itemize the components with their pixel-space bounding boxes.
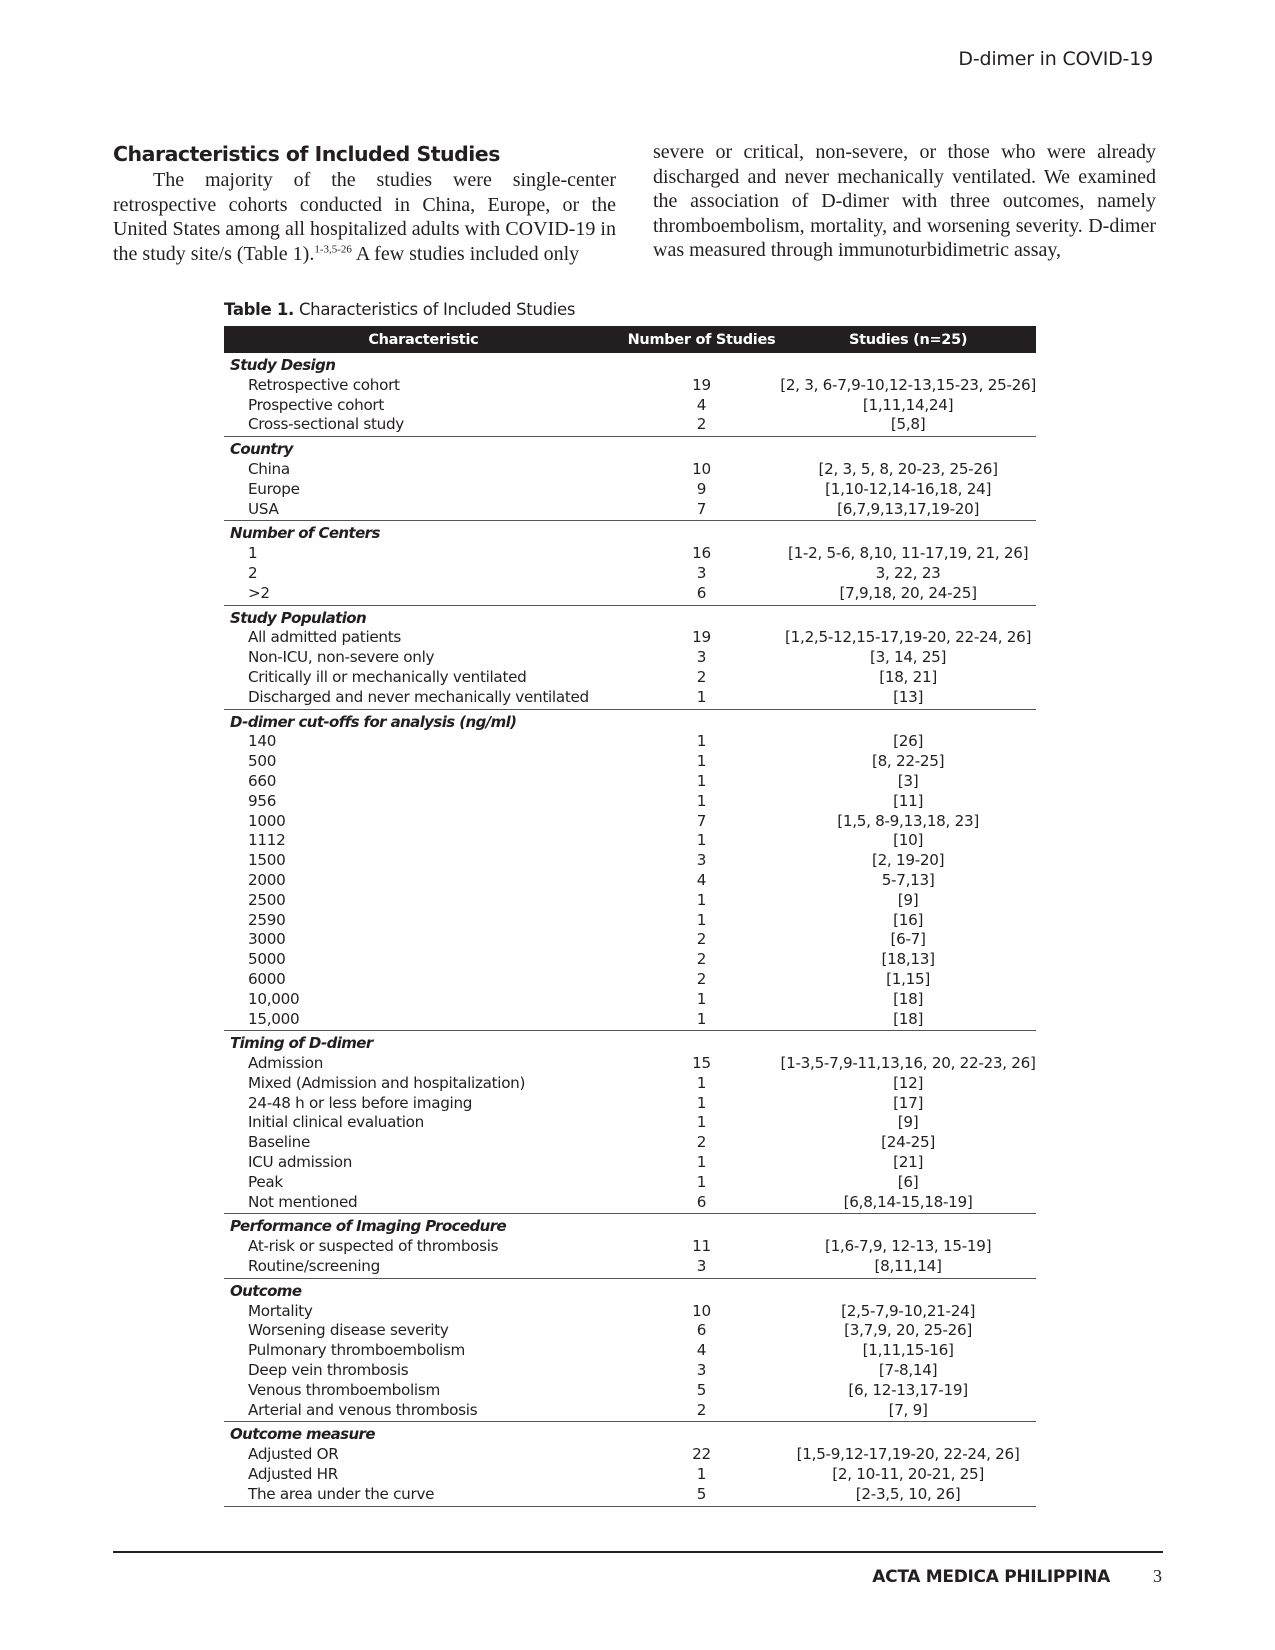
table-row xyxy=(224,1153,1036,1173)
table-row xyxy=(224,500,1036,521)
row-count: 3 xyxy=(696,648,707,667)
row-label: Mortality xyxy=(248,1301,313,1320)
table-row xyxy=(224,1094,1036,1114)
row-label: 1 xyxy=(248,544,258,563)
row-count: 6 xyxy=(623,1193,780,1214)
row-label: USA xyxy=(224,500,623,521)
row-label: 6000 xyxy=(248,969,286,988)
row-label: Worsening disease severity xyxy=(248,1321,449,1340)
row-count: 1 xyxy=(696,1172,707,1191)
row-label: 500 xyxy=(248,752,277,771)
row-count: 1 xyxy=(696,1113,707,1132)
row-studies: 5-7,13] xyxy=(881,870,935,889)
row-studies: [6-7] xyxy=(890,930,926,949)
row-studies: [18] xyxy=(780,1010,1036,1031)
header-number-of-studies: Number of Studies xyxy=(623,326,780,353)
table-row xyxy=(224,480,1036,500)
row-count: 1 xyxy=(696,890,707,909)
row-studies: [6] xyxy=(897,1172,919,1191)
row-studies: [10] xyxy=(893,831,924,850)
row-count: 9 xyxy=(696,479,707,498)
row-label: ICU admission xyxy=(248,1153,353,1172)
row-studies: [1,11,15-16] xyxy=(862,1341,954,1360)
row-studies: [1,5, 8-9,13,18, 23] xyxy=(837,811,979,830)
row-studies: [7,9,18, 20, 24-25] xyxy=(780,584,1036,605)
row-count: 5 xyxy=(696,1380,707,1399)
row-count: 2 xyxy=(696,950,707,969)
row-count: 2 xyxy=(696,930,707,949)
characteristics-table xyxy=(224,326,1036,1507)
table-row xyxy=(224,891,1036,911)
table-row xyxy=(224,950,1036,970)
row-label: >2 xyxy=(224,584,623,605)
row-label: 5000 xyxy=(248,950,286,969)
row-count: 15 xyxy=(692,1054,711,1073)
table-caption xyxy=(224,300,1036,319)
row-studies: [21] xyxy=(893,1153,924,1172)
table-row xyxy=(224,970,1036,990)
row-count: 3 xyxy=(696,851,707,870)
group-header-row xyxy=(224,1422,1036,1445)
table-row xyxy=(224,1237,1036,1257)
row-label: Discharged and never mechanically ventilated xyxy=(224,688,623,709)
row-label: Peak xyxy=(248,1172,283,1191)
table-row xyxy=(224,1465,1036,1485)
group-header-row xyxy=(224,709,1036,732)
row-studies: [3] xyxy=(897,771,919,790)
table-row xyxy=(224,584,1036,605)
group-title: D-dimer cut-offs for analysis (ng/ml) xyxy=(230,712,517,731)
row-label: 2500 xyxy=(248,890,286,909)
row-count: 1 xyxy=(696,1153,707,1172)
row-label: 3000 xyxy=(248,930,286,949)
row-count: 2 xyxy=(696,667,707,686)
row-count: 7 xyxy=(623,500,780,521)
row-count: 1 xyxy=(696,752,707,771)
row-studies: [2, 10-11, 20-21, 25] xyxy=(832,1465,984,1484)
group-header-row xyxy=(224,605,1036,628)
row-studies: [5,8] xyxy=(780,415,1036,436)
row-label: Adjusted OR xyxy=(248,1445,339,1464)
row-count: 3 xyxy=(696,1361,707,1380)
group-title: Timing of D-dimer xyxy=(230,1034,373,1053)
table-row xyxy=(224,628,1036,648)
row-count: 2 xyxy=(623,1401,780,1422)
row-studies: [1-3,5-7,9-11,13,16, 20, 22-23, 26] xyxy=(780,1054,1036,1073)
row-studies: [7, 9] xyxy=(780,1401,1036,1422)
group-title: Outcome measure xyxy=(230,1425,375,1444)
group-header-row xyxy=(224,437,1036,460)
table-row xyxy=(224,415,1036,436)
row-studies: [9] xyxy=(897,890,919,909)
row-count: 5 xyxy=(623,1485,780,1506)
section-title: Characteristics of Included Studies xyxy=(113,142,500,166)
row-count: 19 xyxy=(692,375,711,394)
row-studies: [8, 22-25] xyxy=(871,752,945,771)
table-row xyxy=(224,871,1036,891)
group-header-row xyxy=(224,353,1036,376)
row-count: 6 xyxy=(623,584,780,605)
row-label: 2 xyxy=(248,563,258,582)
group-title: Study Population xyxy=(230,608,367,627)
row-label: 10,000 xyxy=(248,989,300,1008)
row-studies: [18,13] xyxy=(881,950,935,969)
row-label: Venous thromboembolism xyxy=(248,1380,440,1399)
row-label: Retrospective cohort xyxy=(248,375,400,394)
table-row xyxy=(224,1401,1036,1422)
row-studies: [24-25] xyxy=(881,1133,936,1152)
row-studies: [1,5-9,12-17,19-20, 22-24, 26] xyxy=(796,1445,1020,1464)
row-count: 19 xyxy=(692,628,711,647)
table-1 xyxy=(224,300,1036,1507)
row-count: 11 xyxy=(692,1237,711,1256)
row-label: 660 xyxy=(248,771,277,790)
table-row xyxy=(224,668,1036,688)
row-count: 6 xyxy=(696,1321,707,1340)
row-label: 15,000 xyxy=(224,1010,623,1031)
row-label: 24-48 h or less before imaging xyxy=(248,1093,473,1112)
row-label: Mixed (Admission and hospitalization) xyxy=(248,1073,526,1092)
row-count: 4 xyxy=(696,1341,707,1360)
row-label: Baseline xyxy=(248,1133,310,1152)
page-number: 3 xyxy=(1153,1566,1162,1586)
row-label: Adjusted HR xyxy=(248,1465,338,1484)
row-label: Pulmonary thromboembolism xyxy=(248,1341,466,1360)
table-row xyxy=(224,1173,1036,1193)
row-studies: [6,8,14-15,18-19] xyxy=(780,1193,1036,1214)
row-label: Cross-sectional study xyxy=(224,415,623,436)
table-row xyxy=(224,732,1036,752)
group-header-row xyxy=(224,1214,1036,1237)
right-paragraph: severe or critical, non-severe, or those who were already discharged and never mechanically ventilated. We examined the association of D-dimer with three outcomes, namely thromboembolism, mortality, and worsening severity. D-dimer was measured through immunoturbidimetric assay, xyxy=(653,141,1156,261)
row-label: 1000 xyxy=(248,811,286,830)
table-row xyxy=(224,396,1036,416)
row-studies: [12] xyxy=(893,1073,924,1092)
row-count: 16 xyxy=(692,544,711,563)
running-head: D-dimer in COVID-19 xyxy=(958,48,1153,70)
table-row xyxy=(224,851,1036,871)
table-row xyxy=(224,930,1036,950)
journal-name: ACTA MEDICA PHILIPPINA xyxy=(872,1567,1110,1587)
table-row xyxy=(224,544,1036,564)
row-count: 10 xyxy=(692,1301,711,1320)
row-label: 1500 xyxy=(248,851,286,870)
table-row xyxy=(224,812,1036,832)
row-label: Not mentioned xyxy=(224,1193,623,1214)
table-row xyxy=(224,1341,1036,1361)
row-studies: [2, 3, 6-7,9-10,12-13,15-23, 25-26] xyxy=(780,375,1036,394)
left-paragraph-text: The majority of the studies were single-center retrospective cohorts conducted in China, Europe, or the United States among all hospitalized adults with COVID-19 in the study site/s (Table 1). xyxy=(113,169,616,265)
table-row xyxy=(224,792,1036,812)
table-row xyxy=(224,1257,1036,1278)
row-studies: [18, 21] xyxy=(879,667,937,686)
table-row xyxy=(224,990,1036,1010)
row-count: 2 xyxy=(696,969,707,988)
group-title: Performance of Imaging Procedure xyxy=(230,1217,507,1236)
row-label: All admitted patients xyxy=(248,628,401,647)
header-studies: Studies (n=25) xyxy=(780,326,1036,353)
row-studies: [2-3,5, 10, 26] xyxy=(780,1485,1036,1506)
table-row xyxy=(224,752,1036,772)
row-label: 2590 xyxy=(248,910,286,929)
left-paragraph-tail: A few studies included only xyxy=(351,242,580,265)
table-row xyxy=(224,648,1036,668)
row-studies: [2, 3, 5, 8, 20-23, 25-26] xyxy=(818,459,998,478)
citation-superscript: 1-3,5-26 xyxy=(314,242,352,255)
row-count: 1 xyxy=(696,1465,707,1484)
table-row xyxy=(224,1302,1036,1322)
table-row xyxy=(224,1113,1036,1133)
group-header-row xyxy=(224,1031,1036,1054)
row-count: 2 xyxy=(696,1133,707,1152)
table-caption-text: Characteristics of Included Studies xyxy=(294,300,576,319)
table-row xyxy=(224,1381,1036,1401)
table-row xyxy=(224,1074,1036,1094)
row-label: Arterial and venous thrombosis xyxy=(224,1401,623,1422)
row-studies: [2,5-7,9-10,21-24] xyxy=(841,1301,976,1320)
row-studies: [1,10-12,14-16,18, 24] xyxy=(825,479,992,498)
group-title: Outcome xyxy=(230,1281,302,1300)
row-label: Deep vein thrombosis xyxy=(248,1361,409,1380)
row-count: 1 xyxy=(623,1010,780,1031)
row-studies: [13] xyxy=(780,688,1036,709)
row-count: 1 xyxy=(696,791,707,810)
row-count: 4 xyxy=(696,395,707,414)
row-count: 1 xyxy=(623,688,780,709)
table-row xyxy=(224,460,1036,480)
row-count: 1 xyxy=(696,1073,707,1092)
table-row xyxy=(224,1010,1036,1031)
table-row xyxy=(224,831,1036,851)
row-studies: [3,7,9, 20, 25-26] xyxy=(844,1321,973,1340)
row-count: 1 xyxy=(696,732,707,751)
table-row xyxy=(224,688,1036,709)
row-studies: [1-2, 5-6, 8,10, 11-17,19, 21, 26] xyxy=(787,544,1029,563)
row-count: 1 xyxy=(696,910,707,929)
row-label: 1112 xyxy=(248,831,286,850)
row-studies: [18] xyxy=(893,989,924,1008)
group-title: Country xyxy=(230,440,293,459)
table-caption-label: Table 1. xyxy=(224,300,295,319)
table-row xyxy=(224,1133,1036,1153)
row-count: 2 xyxy=(623,415,780,436)
row-studies: [9] xyxy=(897,1113,919,1132)
row-label: Admission xyxy=(248,1054,324,1073)
row-studies: [6, 12-13,17-19] xyxy=(848,1380,968,1399)
row-label: The area under the curve xyxy=(224,1485,623,1506)
table-header-row xyxy=(224,326,1036,353)
row-label: At-risk or suspected of thrombosis xyxy=(248,1237,499,1256)
row-studies: [11] xyxy=(893,791,924,810)
table-row xyxy=(224,1445,1036,1465)
row-label: Initial clinical evaluation xyxy=(248,1113,424,1132)
row-studies: [1,15] xyxy=(886,969,931,988)
group-header-row xyxy=(224,1278,1036,1301)
row-studies: [26] xyxy=(893,732,924,751)
row-label: Routine/screening xyxy=(224,1257,623,1278)
table-row xyxy=(224,1321,1036,1341)
table-row xyxy=(224,376,1036,396)
row-count: 10 xyxy=(692,459,711,478)
row-label: 140 xyxy=(248,732,277,751)
table-row xyxy=(224,564,1036,584)
table-row xyxy=(224,1054,1036,1074)
row-studies: [6,7,9,13,17,19-20] xyxy=(780,500,1036,521)
table-row xyxy=(224,1485,1036,1506)
table-row xyxy=(224,911,1036,931)
row-studies: [1,2,5-12,15-17,19-20, 22-24, 26] xyxy=(785,628,1032,647)
row-count: 4 xyxy=(696,870,707,889)
left-paragraph xyxy=(113,168,616,266)
table-row xyxy=(224,1361,1036,1381)
row-label: Europe xyxy=(248,479,300,498)
footer-rule xyxy=(113,1551,1163,1553)
group-title: Study Design xyxy=(230,356,336,374)
row-studies: [8,11,14] xyxy=(780,1257,1036,1278)
table-row xyxy=(224,1193,1036,1214)
right-column xyxy=(653,140,1156,263)
row-count: 3 xyxy=(623,1257,780,1278)
row-count: 1 xyxy=(696,989,707,1008)
row-studies: [3, 14, 25] xyxy=(870,648,947,667)
group-title: Number of Centers xyxy=(230,524,380,543)
row-count: 1 xyxy=(696,831,707,850)
row-studies: [1,6-7,9, 12-13, 15-19] xyxy=(824,1237,992,1256)
row-studies: [16] xyxy=(893,910,924,929)
row-studies: [17] xyxy=(893,1093,924,1112)
row-studies: [7-8,14] xyxy=(878,1361,938,1380)
row-studies: 3, 22, 23 xyxy=(875,563,941,582)
row-label: China xyxy=(248,459,290,478)
row-studies: [1,11,14,24] xyxy=(862,395,954,414)
left-column xyxy=(113,140,616,266)
row-studies: [2, 19-20] xyxy=(871,851,945,870)
table-body xyxy=(224,353,1036,1506)
row-count: 3 xyxy=(696,563,707,582)
row-label: 956 xyxy=(248,791,277,810)
row-count: 1 xyxy=(696,1093,707,1112)
row-label: 2000 xyxy=(248,870,286,889)
row-count: 7 xyxy=(696,811,707,830)
row-count: 22 xyxy=(692,1445,711,1464)
row-label: Prospective cohort xyxy=(248,395,385,414)
group-header-row xyxy=(224,521,1036,544)
header-characteristic: Characteristic xyxy=(224,326,623,353)
row-count: 1 xyxy=(696,771,707,790)
row-label: Critically ill or mechanically ventilated xyxy=(248,667,527,686)
row-label: Non-ICU, non-severe only xyxy=(248,648,435,667)
table-row xyxy=(224,772,1036,792)
